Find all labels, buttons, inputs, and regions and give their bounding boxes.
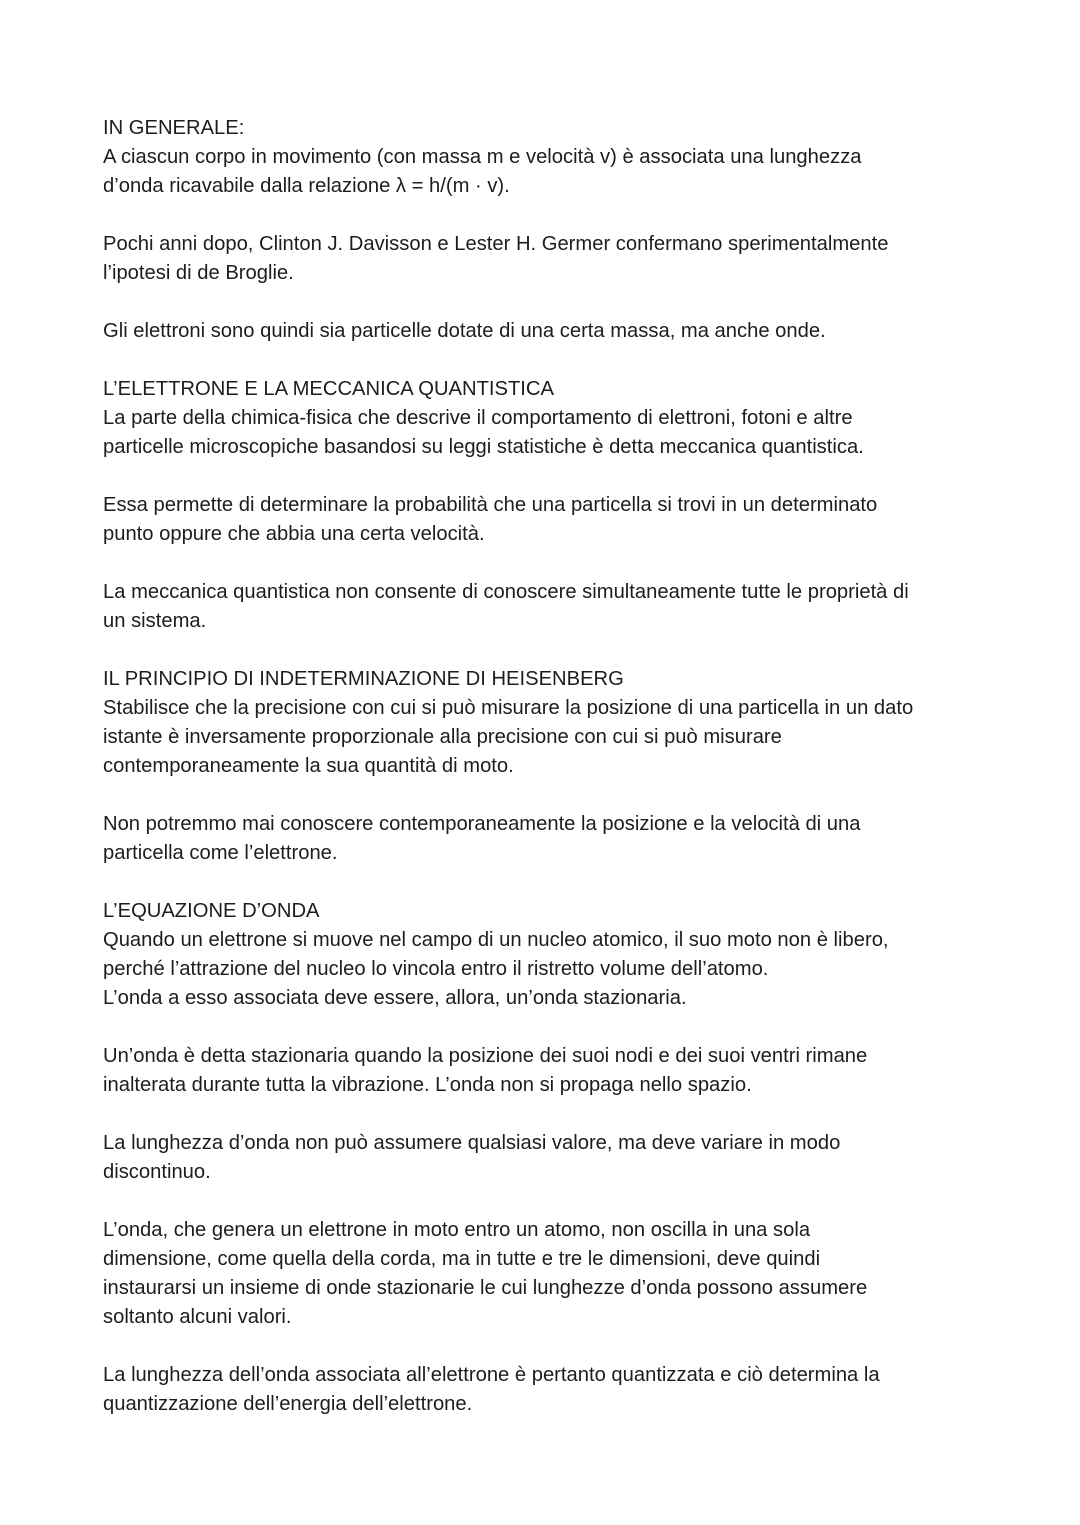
text-line: L’onda, che genera un elettrone in moto entro un atomo, non oscilla in una sola [103, 1219, 811, 1241]
paragraph-posizione-velocita [103, 810, 1003, 868]
text-line: Essa permette di determinare la probabilità che una particella si trovi in un determinato [103, 494, 878, 516]
paragraph-onda-tre-dimensioni [103, 1216, 1003, 1332]
text-line: instaurarsi un insieme di onde stazionarie le cui lunghezze d’onda possono assumere [103, 1277, 868, 1299]
text-line: soltanto alcuni valori. [103, 1306, 292, 1328]
paragraph-elettroni-onde [103, 317, 1003, 346]
text-line: Pochi anni dopo, Clinton J. Davisson e Lester H. Germer confermano sperimentalmente [103, 233, 889, 255]
paragraph-equazione-onda [103, 897, 1003, 1013]
document-page [103, 114, 1003, 1448]
text-line: IL PRINCIPIO DI INDETERMINAZIONE DI HEISENBERG [103, 668, 624, 690]
text-line: inalterata durante tutta la vibrazione. L’onda non si propaga nello spazio. [103, 1074, 752, 1096]
text-line: discontinuo. [103, 1161, 211, 1183]
text-line: d’onda ricavabile dalla relazione λ = h/(m · v). [103, 175, 510, 197]
paragraph-in-generale [103, 114, 1003, 201]
text-line: dimensione, come quella della corda, ma in tutte e tre le dimensioni, deve quindi [103, 1248, 821, 1270]
text-line: Quando un elettrone si muove nel campo di un nucleo atomico, il suo moto non è libero, [103, 929, 889, 951]
text-line: A ciascun corpo in movimento (con massa m e velocità v) è associata una lunghezza [103, 146, 862, 168]
text-line: IN GENERALE: [103, 117, 245, 139]
text-line: contemporaneamente la sua quantità di moto. [103, 755, 514, 777]
text-line: perché l’attrazione del nucleo lo vincola entro il ristretto volume dell’atomo. [103, 958, 769, 980]
paragraph-davisson-germer [103, 230, 1003, 288]
paragraph-lunghezza-discontinua [103, 1129, 1003, 1187]
text-line: Non potremmo mai conoscere contemporaneamente la posizione e la velocità di una [103, 813, 861, 835]
text-line: L’EQUAZIONE D’ONDA [103, 900, 320, 922]
text-line: L’onda a esso associata deve essere, allora, un’onda stazionaria. [103, 987, 687, 1009]
text-line: La meccanica quantistica non consente di conoscere simultaneamente tutte le proprietà di [103, 581, 909, 603]
text-line: La lunghezza d’onda non può assumere qualsiasi valore, ma deve variare in modo [103, 1132, 841, 1154]
text-line: quantizzazione dell’energia dell’elettrone. [103, 1393, 473, 1415]
text-line: La lunghezza dell’onda associata all’elettrone è pertanto quantizzata e ciò determina la [103, 1364, 880, 1386]
text-line: particella come l’elettrone. [103, 842, 338, 864]
paragraph-quantizzazione [103, 1361, 1003, 1419]
text-line: La parte della chimica-fisica che descrive il comportamento di elettroni, fotoni e altre [103, 407, 853, 429]
paragraph-meccanica-quantistica [103, 375, 1003, 462]
text-line: istante è inversamente proporzionale alla precisione con cui si può misurare [103, 726, 782, 748]
text-line: punto oppure che abbia una certa velocità. [103, 523, 485, 545]
text-line: L’ELETTRONE E LA MECCANICA QUANTISTICA [103, 378, 554, 400]
paragraph-probabilita [103, 491, 1003, 549]
text-line: un sistema. [103, 610, 207, 632]
text-line: Un’onda è detta stazionaria quando la posizione dei suoi nodi e dei suoi ventri rimane [103, 1045, 868, 1067]
text-line: particelle microscopiche basandosi su leggi statistiche è detta meccanica quantistica. [103, 436, 864, 458]
text-line: Gli elettroni sono quindi sia particelle dotate di una certa massa, ma anche onde. [103, 320, 826, 342]
text-line: l’ipotesi di de Broglie. [103, 262, 294, 284]
paragraph-proprieta-sistema [103, 578, 1003, 636]
paragraph-heisenberg [103, 665, 1003, 781]
text-line: Stabilisce che la precisione con cui si può misurare la posizione di una particella in un dato [103, 697, 914, 719]
paragraph-onda-stazionaria [103, 1042, 1003, 1100]
